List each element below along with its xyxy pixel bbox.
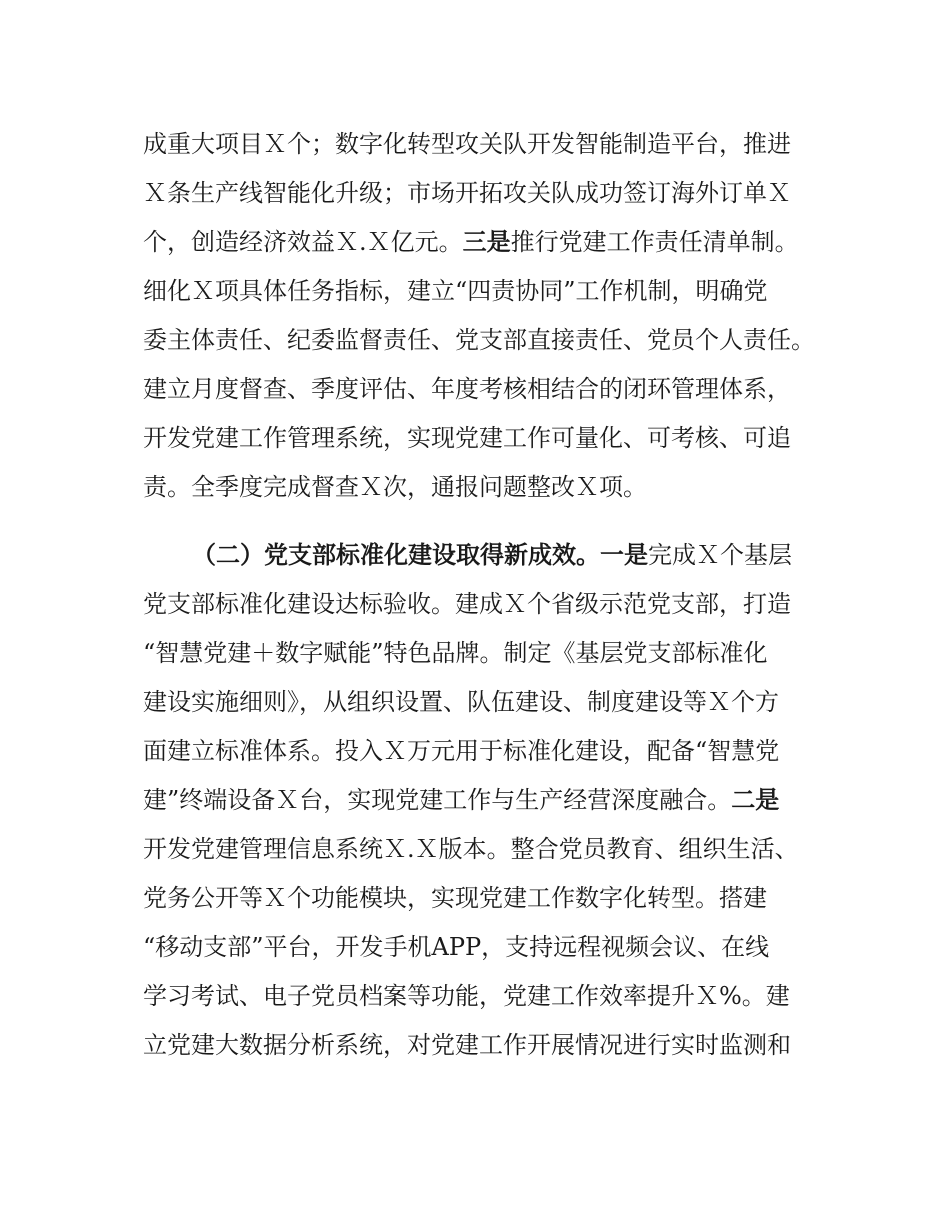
text-run: 完成Ｘ个基层 xyxy=(648,541,792,569)
text-line: 面建立标准体系。投入Ｘ万元用于标准化建设，配备“智慧党 xyxy=(143,737,780,765)
text-line: 细化Ｘ项具体任务指标，建立“四责协同”工作机制，明确党 xyxy=(143,277,768,305)
text-line: 党务公开等Ｘ个功能模块，实现党建工作数字化转型。搭建 xyxy=(143,884,767,912)
text-line: 委主体责任、纪委监督责任、党支部直接责任、党员个人责任。 xyxy=(143,326,815,354)
bold-lead-phrase: 三是 xyxy=(462,228,511,256)
text-line: 开发党建工作管理系统，实现党建工作可量化、可考核、可追 xyxy=(143,424,791,452)
text-run: 个，创造经济效益Ｘ.Ｘ亿元。 xyxy=(143,228,463,256)
text-line: 学习考试、电子党员档案等功能，党建工作效率提升Ｘ%。建 xyxy=(143,982,790,1010)
text-line: “智慧党建＋数字赋能”特色品牌。制定《基层党支部标准化 xyxy=(143,639,768,667)
text-line: 立党建大数据分析系统，对党建工作开展情况进行实时监测和 xyxy=(143,1031,791,1059)
text-line: 建立月度督查、季度评估、年度考核相结合的闭环管理体系， xyxy=(143,375,791,403)
text-line: 成重大项目Ｘ个；数字化转型攻关队开发智能制造平台，推进 xyxy=(143,130,791,158)
section-heading: （二）党支部标准化建设取得新成效。 xyxy=(192,541,600,569)
text-line: “移动支部”平台，开发手机APP，支持远程视频会议、在线 xyxy=(143,933,770,961)
text-line: Ｘ条生产线智能化升级；市场开拓攻关队成功签订海外订单Ｘ xyxy=(143,179,791,207)
text-run: 推行党建工作责任清单制。 xyxy=(510,228,799,256)
text-line: 开发党建管理信息系统Ｘ.Ｘ版本。整合党员教育、组织生活、 xyxy=(143,835,799,863)
bold-lead-phrase: 一是 xyxy=(600,541,648,569)
text-line xyxy=(143,227,799,257)
text-line: 建设实施细则》，从组织设置、队伍建设、制度建设等Ｘ个方 xyxy=(143,688,779,716)
text-line: 党支部标准化建设达标验收。建成Ｘ个省级示范党支部，打造 xyxy=(143,590,791,618)
text-line xyxy=(143,785,779,815)
text-line: 责。全季度完成督查Ｘ次，通报问题整改Ｘ项。 xyxy=(143,473,647,501)
text-run: 建”终端设备Ｘ台，实现党建工作与生产经营深度融合。 xyxy=(143,786,732,814)
text-line xyxy=(192,540,792,570)
bold-lead-phrase: 二是 xyxy=(731,786,780,814)
